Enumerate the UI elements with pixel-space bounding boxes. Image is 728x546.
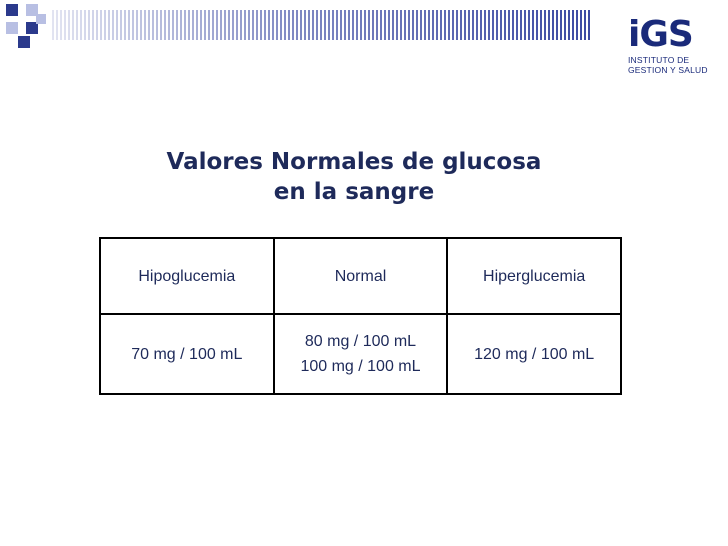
logo-mark [626,13,716,53]
cell-hipoglucemia-value: 70 mg / 100 mL [100,314,274,394]
normal-value-line-1: 80 mg / 100 mL [304,333,417,350]
decorative-square [6,22,18,34]
header-cell-hiperglucemia: Hiperglucemia [447,238,621,314]
normal-value-line-2: 100 mg / 100 mL [300,358,421,375]
header-stripe-band [52,10,590,40]
header-cell-normal: Normal [274,238,448,314]
glucose-values-table [99,237,622,395]
header-cell-hipoglucemia: Hipoglucemia [100,238,274,314]
cell-normal-value [274,314,448,394]
table-header-row [100,238,621,314]
title-line-2: en la sangre [273,179,435,205]
table-row [100,314,621,394]
decorative-square [6,4,18,16]
decorative-square [36,14,46,24]
logo-mark-text: iGS [628,14,693,53]
slide-title [0,147,718,207]
decorative-square [18,36,30,48]
logo-line-1: INSTITUTO DE [628,55,690,65]
cell-hiperglucemia-value: 120 mg / 100 mL [447,314,621,394]
logo-subtitle [628,55,708,75]
logo-line-2: GESTION Y SALUD [628,65,708,75]
igs-logo [626,13,722,83]
title-line-1: Valores Normales de glucosa [166,149,542,175]
